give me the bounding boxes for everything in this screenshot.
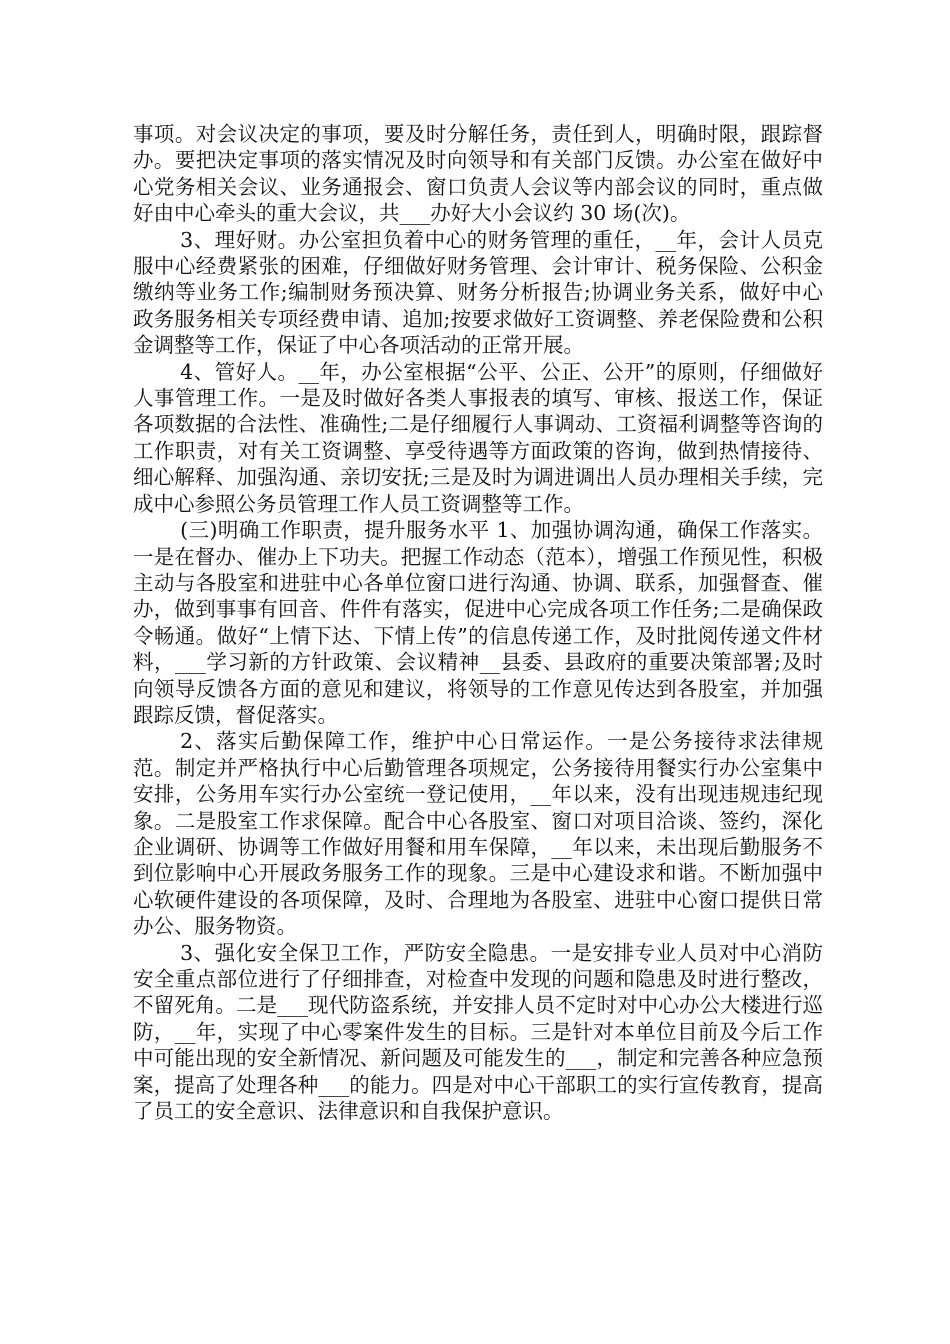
paragraph-continuation: 事项。对会议决定的事项，要及时分解任务，责任到人，明确时限，跟踪督办。要把决定事项的落实情况及时向领导和有关部门反馈。办公室在做好中心党务相关会议、业务通报会、窗口负责人会议等内部会议的同时，重点做好由中心牵头的重大会议，共___办好大小会议约 30 场(次)。 bbox=[133, 122, 823, 226]
paragraph-personnel: 4、管好人。__年，办公室根据“公平、公正、公开”的原则，仔细做好人事管理工作。一是及时做好各类人事报表的填写、审核、报送工作，保证各项数据的合法性、准确性;二是仔细履行人事调动、工资福利调整等咨询的工作职责，对有关工资调整、享受待遇等方面政策的咨询，做到热情接待、细心解释、加强沟通、亲切安抚;三是及时为调进调出人员办理相关手续，完成中心参照公务员管理工作人员工资调整等工作。 bbox=[133, 359, 823, 516]
paragraph-security: 3、强化安全保卫工作，严防安全隐患。一是安排专业人员对中心消防安全重点部位进行了仔细排查，对检查中发现的问题和隐患及时进行整改，不留死角。二是___现代防盗系统，并安排人员不定时对中心办公大楼进行巡防，__年，实现了中心零案件发生的目标。三是针对本单位目前及今后工作中可能出现的安全新情况、新问题及可能发生的___，制定和完善各种应急预案，提高了处理各种___的能力。四是对中心干部职工的实行宣传教育，提高了员工的安全意识、法律意识和自我保护意识。 bbox=[133, 940, 823, 1124]
paragraph-section-three: (三)明确工作职责，提升服务水平 1、加强协调沟通，确保工作落实。一是在督办、催办上下功夫。把握工作动态（范本），增强工作预见性，积极主动与各股室和进驻中心各单位窗口进行沟通、协调、联系，加强督查、催办，做到事事有回音、件件有落实，促进中心完成各项工作任务;二是确保政令畅通。做好“上情下达、下情上传”的信息传递工作，及时批阅传递文件材料，___学习新的方针政策、会议精神__县委、县政府的重要决策部署;及时向领导反馈各方面的意见和建议，将领导的工作意见传达到各股室，并加强跟踪反馈，督促落实。 bbox=[133, 518, 823, 727]
paragraph-finance: 3、理好财。办公室担负着中心的财务管理的重任，__年，会计人员克服中心经费紧张的困难，仔细做好财务管理、会计审计、税务保险、公积金缴纳等业务工作;编制财务预决算、财务分析报告;协调业务关系，做好中心政务服务相关专项经费申请、追加;按要求做好工资调整、养老保险费和公积金调整等工作，保证了中心各项活动的正常开展。 bbox=[133, 227, 823, 358]
paragraph-logistics: 2、落实后勤保障工作，维护中心日常运作。一是公务接待求法律规范。制定并严格执行中心后勤管理各项规定，公务接待用餐实行办公室集中安排，公务用车实行办公室统一登记使用，__年以来，没有出现违规违纪现象。二是股室工作求保障。配合中心各股室、窗口对项目洽谈、签约，深化企业调研、协调等工作做好用餐和用车保障，__年以来，未出现后勤服务不到位影响中心开展政务服务工作的现象。三是中心建设求和谐。不断加强中心软硬件建设的各项保障，及时、合理地为各股室、进驻中心窗口提供日常办公、服务物资。 bbox=[133, 729, 823, 939]
document-body bbox=[133, 121, 823, 1124]
